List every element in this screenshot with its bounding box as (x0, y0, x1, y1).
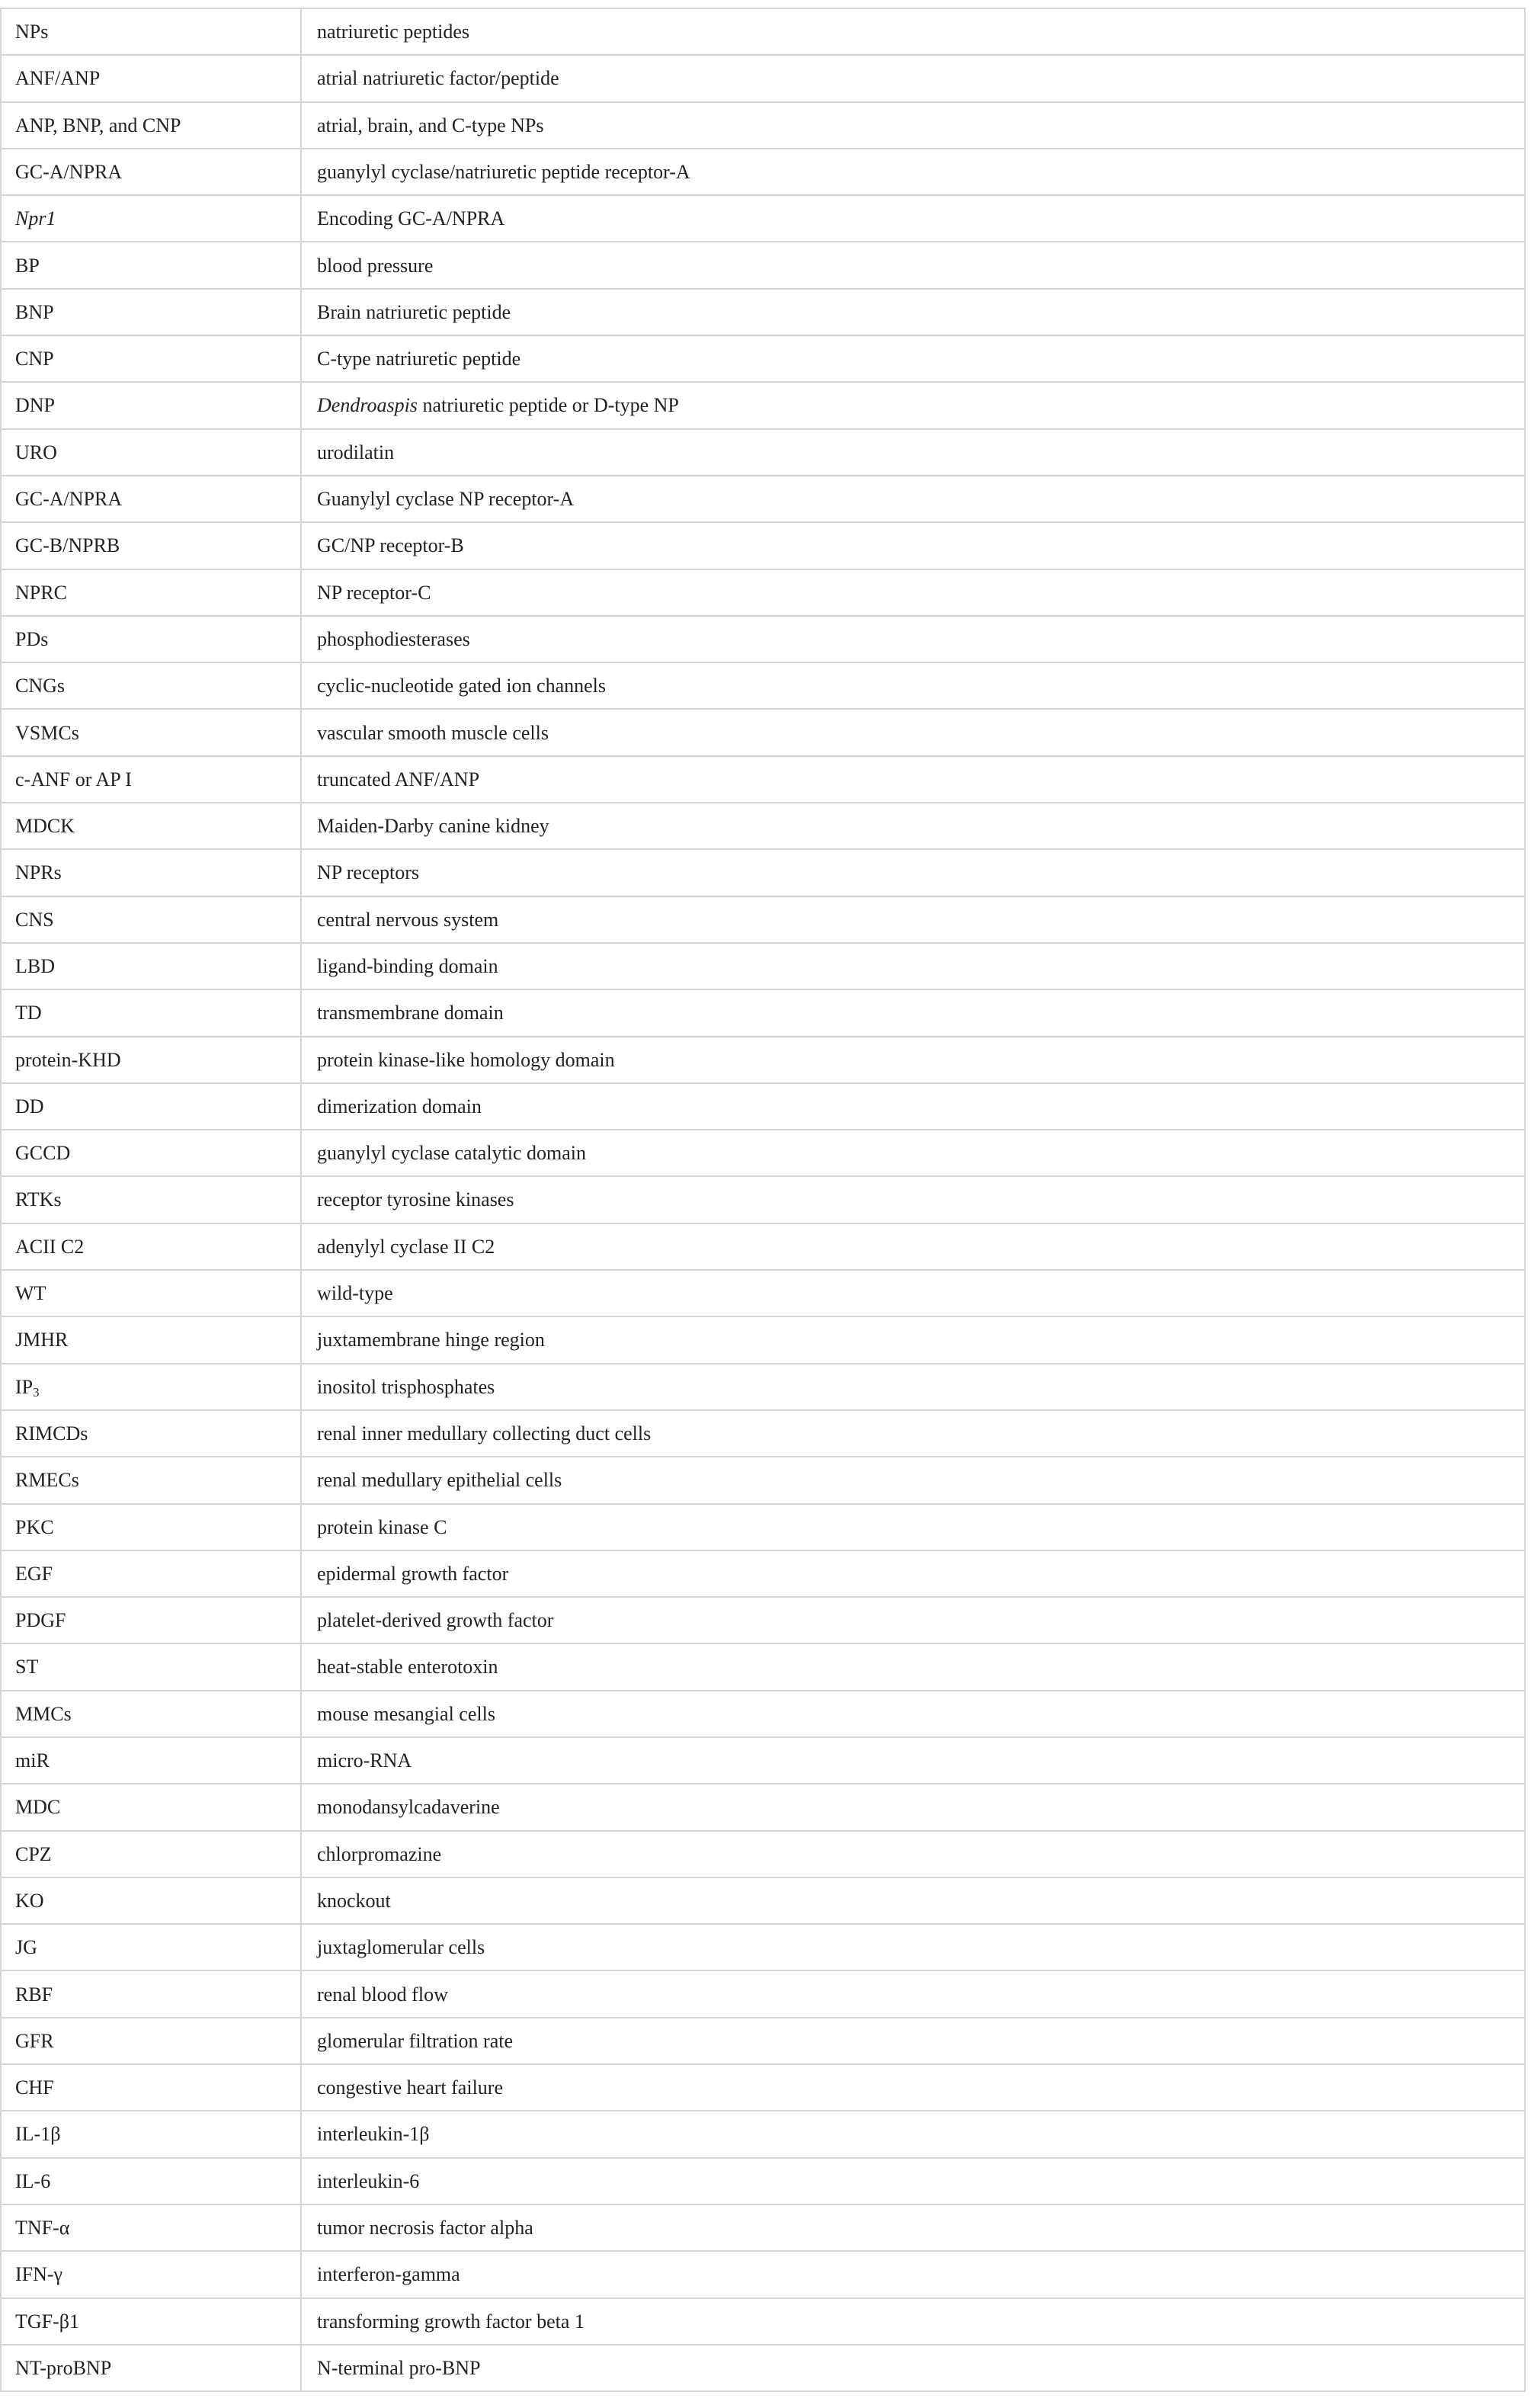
table-row (1, 2251, 1525, 2297)
abbreviation-cell (1, 1037, 301, 1083)
abbreviation-term: ST (15, 1656, 39, 1679)
table-row (1, 1550, 1525, 1597)
abbreviation-cell (1, 1410, 301, 1457)
abbreviation-term: MDCK (15, 815, 75, 838)
abbreviation-cell (1, 1550, 301, 1597)
abbreviation-cell (1, 1364, 301, 1410)
abbreviation-term: BNP (15, 300, 54, 323)
definition-cell (301, 1457, 1525, 1503)
table-row (1, 709, 1525, 755)
definition-text: wild-type (317, 1282, 393, 1305)
abbreviation-term: Npr1 (15, 207, 56, 230)
definition-text: knockout (317, 1889, 391, 1912)
abbreviation-cell (1, 569, 301, 616)
table-row (1, 522, 1525, 569)
table-row (1, 1877, 1525, 1924)
abbreviation-term: IFN-γ (15, 2263, 63, 2286)
definition-text: juxtaglomerular cells (317, 1936, 485, 1959)
abbreviation-term: CNGs (15, 675, 66, 697)
definition-text: interleukin-1β (317, 2123, 430, 2146)
definition-cell (301, 2251, 1525, 2297)
abbreviation-term: JMHR (15, 1329, 69, 1351)
definition-text: ligand-binding domain (317, 954, 498, 977)
table-row (1, 1037, 1525, 1083)
table-row (1, 1130, 1525, 1176)
definition-cell (301, 1176, 1525, 1223)
definition-text: adenylyl cyclase II C2 (317, 1235, 495, 1258)
definition-cell (301, 55, 1525, 101)
abbreviation-cell (1, 429, 301, 476)
definition-cell (301, 896, 1525, 943)
abbreviation-term: protein-KHD (15, 1048, 121, 1071)
abbreviation-cell (1, 1597, 301, 1643)
table-row (1, 2064, 1525, 2111)
table-row (1, 1970, 1525, 2017)
definition-text: renal inner medullary collecting duct cells (317, 1422, 652, 1444)
definition-cell (301, 1597, 1525, 1643)
abbreviation-cell (1, 382, 301, 428)
table-row (1, 569, 1525, 616)
abbreviation-term: URO (15, 441, 57, 463)
definition-cell (301, 335, 1525, 382)
table-row (1, 1083, 1525, 1130)
abbreviations-table-body (1, 8, 1525, 2391)
abbreviation-cell (1, 1924, 301, 1970)
definition-cell (301, 429, 1525, 476)
definition-text: transforming growth factor beta 1 (317, 2310, 585, 2333)
abbreviation-term: miR (15, 1749, 50, 1772)
table-row (1, 8, 1525, 55)
abbreviation-term: RMECs (15, 1469, 79, 1492)
definition-text: tumor necrosis factor alpha (317, 2217, 533, 2239)
definition-italic-text: Dendroaspis (317, 394, 418, 417)
abbreviation-cell (1, 2064, 301, 2111)
definition-text: dimerization domain (317, 1095, 482, 1117)
abbreviation-cell (1, 849, 301, 896)
abbreviation-term: NT-proBNP (15, 2356, 112, 2379)
abbreviation-term: LBD (15, 954, 55, 977)
table-row (1, 195, 1525, 242)
definition-cell (301, 8, 1525, 55)
abbreviation-cell (1, 1270, 301, 1316)
abbreviation-term: PKC (15, 1515, 54, 1538)
table-row (1, 1643, 1525, 1690)
definition-cell (301, 1970, 1525, 2017)
abbreviation-term: MDC (15, 1796, 61, 1819)
definition-text: protein kinase-like homology domain (317, 1048, 615, 1071)
abbreviation-cell (1, 522, 301, 569)
abbreviation-cell (1, 1083, 301, 1130)
definition-cell (301, 662, 1525, 709)
table-row (1, 2158, 1525, 2204)
abbreviation-term: CNP (15, 348, 54, 370)
table-row (1, 1597, 1525, 1643)
table-row (1, 943, 1525, 989)
table-row (1, 102, 1525, 149)
table-row (1, 756, 1525, 803)
definition-text: platelet-derived growth factor (317, 1609, 554, 1632)
definition-cell (301, 616, 1525, 662)
definition-text: chlorpromazine (317, 1842, 442, 1865)
abbreviation-cell (1, 1784, 301, 1830)
abbreviation-cell (1, 1737, 301, 1784)
definition-text: natriuretic peptides (317, 21, 469, 43)
table-row (1, 382, 1525, 428)
definition-cell (301, 709, 1525, 755)
table-row (1, 476, 1525, 522)
definition-text: vascular smooth muscle cells (317, 721, 549, 744)
definition-text: guanylyl cyclase catalytic domain (317, 1142, 587, 1165)
table-row (1, 1176, 1525, 1223)
abbreviation-cell (1, 1691, 301, 1737)
table-row (1, 2204, 1525, 2251)
table-row (1, 989, 1525, 1036)
definition-text: cyclic-nucleotide gated ion channels (317, 675, 607, 697)
definition-text: juxtamembrane hinge region (317, 1329, 545, 1351)
definition-cell (301, 1831, 1525, 1877)
abbreviation-term: WT (15, 1282, 46, 1305)
abbreviation-cell (1, 8, 301, 55)
definition-cell (301, 1270, 1525, 1316)
table-row (1, 1223, 1525, 1270)
definition-cell (301, 1784, 1525, 1830)
definition-cell (301, 1037, 1525, 1083)
abbreviation-cell (1, 1831, 301, 1877)
definition-text: receptor tyrosine kinases (317, 1188, 514, 1211)
definition-text: epidermal growth factor (317, 1562, 509, 1585)
definition-text: blood pressure (317, 254, 434, 277)
abbreviation-term: GC-A/NPRA (15, 160, 123, 183)
definition-cell (301, 1083, 1525, 1130)
abbreviation-term: RIMCDs (15, 1422, 88, 1444)
table-row (1, 1784, 1525, 1830)
table-row (1, 1504, 1525, 1550)
table-row (1, 429, 1525, 476)
abbreviation-cell (1, 1316, 301, 1363)
abbreviation-cell (1, 803, 301, 849)
table-row (1, 2018, 1525, 2064)
abbreviation-cell (1, 2111, 301, 2157)
definition-cell (301, 2018, 1525, 2064)
abbreviation-term: VSMCs (15, 721, 79, 744)
table-row (1, 896, 1525, 943)
table-row (1, 1410, 1525, 1457)
abbreviation-term: CHF (15, 2076, 54, 2099)
table-row (1, 2345, 1525, 2391)
abbreviation-term: IL-6 (15, 2169, 51, 2192)
definition-text: guanylyl cyclase/natriuretic peptide receptor-A (317, 160, 690, 183)
abbreviation-cell (1, 2158, 301, 2204)
table-row (1, 2298, 1525, 2345)
table-row (1, 1737, 1525, 1784)
definition-text: NP receptors (317, 861, 420, 884)
definition-text: heat-stable enterotoxin (317, 1656, 498, 1679)
abbreviation-term: ANP, BNP, and CNP (15, 114, 181, 136)
definition-text: urodilatin (317, 441, 395, 463)
abbreviation-term: BP (15, 254, 40, 277)
definition-text: glomerular filtration rate (317, 2029, 514, 2052)
abbreviation-cell (1, 943, 301, 989)
abbreviation-term: NPs (15, 21, 49, 43)
definition-cell (301, 2158, 1525, 2204)
abbreviation-term: KO (15, 1889, 44, 1912)
abbreviation-cell (1, 2345, 301, 2391)
abbreviation-cell (1, 289, 301, 335)
definition-cell (301, 849, 1525, 896)
definition-cell (301, 1550, 1525, 1597)
abbreviation-cell (1, 55, 301, 101)
abbreviation-cell (1, 335, 301, 382)
table-row (1, 1457, 1525, 1503)
definition-text: congestive heart failure (317, 2076, 503, 2099)
abbreviation-cell (1, 1457, 301, 1503)
definition-text: central nervous system (317, 908, 499, 931)
definition-cell (301, 1410, 1525, 1457)
abbreviation-term: ACII C2 (15, 1235, 85, 1258)
definition-text: renal blood flow (317, 1983, 448, 2006)
abbreviation-term: TGF-β1 (15, 2310, 80, 2333)
definition-cell (301, 1130, 1525, 1176)
definition-text: interferon-gamma (317, 2263, 460, 2286)
table-row (1, 149, 1525, 195)
abbreviation-term: ANF/ANP (15, 67, 101, 90)
abbreviation-subscript: 3 (33, 1384, 40, 1400)
table-row (1, 289, 1525, 335)
abbreviation-cell (1, 756, 301, 803)
table-row (1, 1831, 1525, 1877)
abbreviation-term: MMCs (15, 1702, 72, 1725)
abbreviation-term: c-ANF or AP I (15, 768, 132, 790)
definition-text: natriuretic peptide or D-type NP (417, 394, 679, 417)
definition-text: phosphodiesterases (317, 627, 470, 650)
definition-cell (301, 1691, 1525, 1737)
definition-text: micro-RNA (317, 1749, 412, 1772)
definition-cell (301, 1924, 1525, 1970)
table-row (1, 662, 1525, 709)
abbreviation-term: DNP (15, 394, 56, 417)
abbreviation-cell (1, 1970, 301, 2017)
definition-text: atrial natriuretic factor/peptide (317, 67, 559, 90)
definition-cell (301, 476, 1525, 522)
definition-cell (301, 195, 1525, 242)
definition-text: interleukin-6 (317, 2169, 420, 2192)
abbreviation-cell (1, 1504, 301, 1550)
table-row (1, 1924, 1525, 1970)
definition-text: Maiden-Darby canine kidney (317, 815, 549, 838)
abbreviation-cell (1, 1643, 301, 1690)
definition-cell (301, 943, 1525, 989)
abbreviation-cell (1, 989, 301, 1036)
abbreviation-cell (1, 1877, 301, 1924)
definition-text: GC/NP receptor-B (317, 534, 464, 557)
definition-cell (301, 2111, 1525, 2157)
definition-text: transmembrane domain (317, 1002, 504, 1024)
definition-text: Guanylyl cyclase NP receptor-A (317, 488, 575, 511)
table-row (1, 1270, 1525, 1316)
definition-cell (301, 1737, 1525, 1784)
abbreviation-cell (1, 1130, 301, 1176)
definition-cell (301, 102, 1525, 149)
abbreviation-term: GC-A/NPRA (15, 488, 123, 511)
abbreviation-term: TNF-α (15, 2217, 70, 2239)
abbreviation-cell (1, 242, 301, 288)
abbreviation-cell (1, 2298, 301, 2345)
definition-text: NP receptor-C (317, 581, 431, 604)
definition-cell (301, 756, 1525, 803)
definition-cell (301, 1316, 1525, 1363)
definition-text: inositol trisphosphates (317, 1375, 495, 1398)
table-row (1, 242, 1525, 288)
abbreviation-term: RTKs (15, 1188, 62, 1211)
abbreviation-term: NPRC (15, 581, 67, 604)
abbreviation-cell (1, 1176, 301, 1223)
abbreviation-cell (1, 149, 301, 195)
abbreviation-cell (1, 2204, 301, 2251)
definition-text: monodansylcadaverine (317, 1796, 500, 1819)
table-row (1, 1691, 1525, 1737)
definition-cell (301, 149, 1525, 195)
abbreviation-term: PDs (15, 627, 49, 650)
abbreviation-term: PDGF (15, 1609, 66, 1632)
table-row (1, 1364, 1525, 1410)
abbreviation-term: IL-1β (15, 2123, 61, 2146)
definition-text: N-terminal pro-BNP (317, 2356, 481, 2379)
abbreviation-cell (1, 662, 301, 709)
definition-cell (301, 522, 1525, 569)
abbreviation-cell (1, 616, 301, 662)
definition-cell (301, 1504, 1525, 1550)
definition-cell (301, 803, 1525, 849)
definition-cell (301, 569, 1525, 616)
abbreviation-term: EGF (15, 1562, 53, 1585)
abbreviation-term: CNS (15, 908, 54, 931)
table-row (1, 2111, 1525, 2157)
abbreviation-cell (1, 476, 301, 522)
abbreviation-term: GCCD (15, 1142, 71, 1165)
abbreviation-cell (1, 709, 301, 755)
definition-text: mouse mesangial cells (317, 1702, 495, 1725)
definition-cell (301, 289, 1525, 335)
table-row (1, 616, 1525, 662)
definition-cell (301, 1364, 1525, 1410)
abbreviation-cell (1, 2018, 301, 2064)
abbreviation-term: GC-B/NPRB (15, 534, 120, 557)
table-row (1, 849, 1525, 896)
abbreviation-cell (1, 1223, 301, 1270)
definition-cell (301, 2298, 1525, 2345)
abbreviations-table (0, 8, 1526, 2392)
abbreviation-term: DD (15, 1095, 44, 1117)
definition-cell (301, 382, 1525, 428)
table-row (1, 335, 1525, 382)
definition-text: Brain natriuretic peptide (317, 300, 511, 323)
definition-cell (301, 242, 1525, 288)
definition-text: truncated ANF/ANP (317, 768, 480, 790)
abbreviation-cell (1, 102, 301, 149)
definition-cell (301, 1643, 1525, 1690)
abbreviation-term: IP (15, 1375, 34, 1398)
abbreviation-term: NPRs (15, 861, 62, 884)
abbreviation-term: TD (15, 1002, 42, 1024)
definition-cell (301, 2064, 1525, 2111)
abbreviation-term: CPZ (15, 1842, 52, 1865)
definition-text: Encoding GC-A/NPRA (317, 207, 505, 230)
definition-cell (301, 1877, 1525, 1924)
definition-text: renal medullary epithelial cells (317, 1469, 562, 1492)
definition-cell (301, 2345, 1525, 2391)
definition-cell (301, 989, 1525, 1036)
definition-text: C-type natriuretic peptide (317, 348, 521, 370)
table-row (1, 803, 1525, 849)
abbreviation-term: JG (15, 1936, 37, 1959)
definition-text: protein kinase C (317, 1515, 447, 1538)
abbreviation-term: RBF (15, 1983, 53, 2006)
abbreviation-cell (1, 195, 301, 242)
abbreviation-cell (1, 896, 301, 943)
definition-text: atrial, brain, and C-type NPs (317, 114, 544, 136)
table-row (1, 1316, 1525, 1363)
table-row (1, 55, 1525, 101)
abbreviation-cell (1, 2251, 301, 2297)
definition-cell (301, 2204, 1525, 2251)
abbreviation-term: GFR (15, 2029, 54, 2052)
definition-cell (301, 1223, 1525, 1270)
